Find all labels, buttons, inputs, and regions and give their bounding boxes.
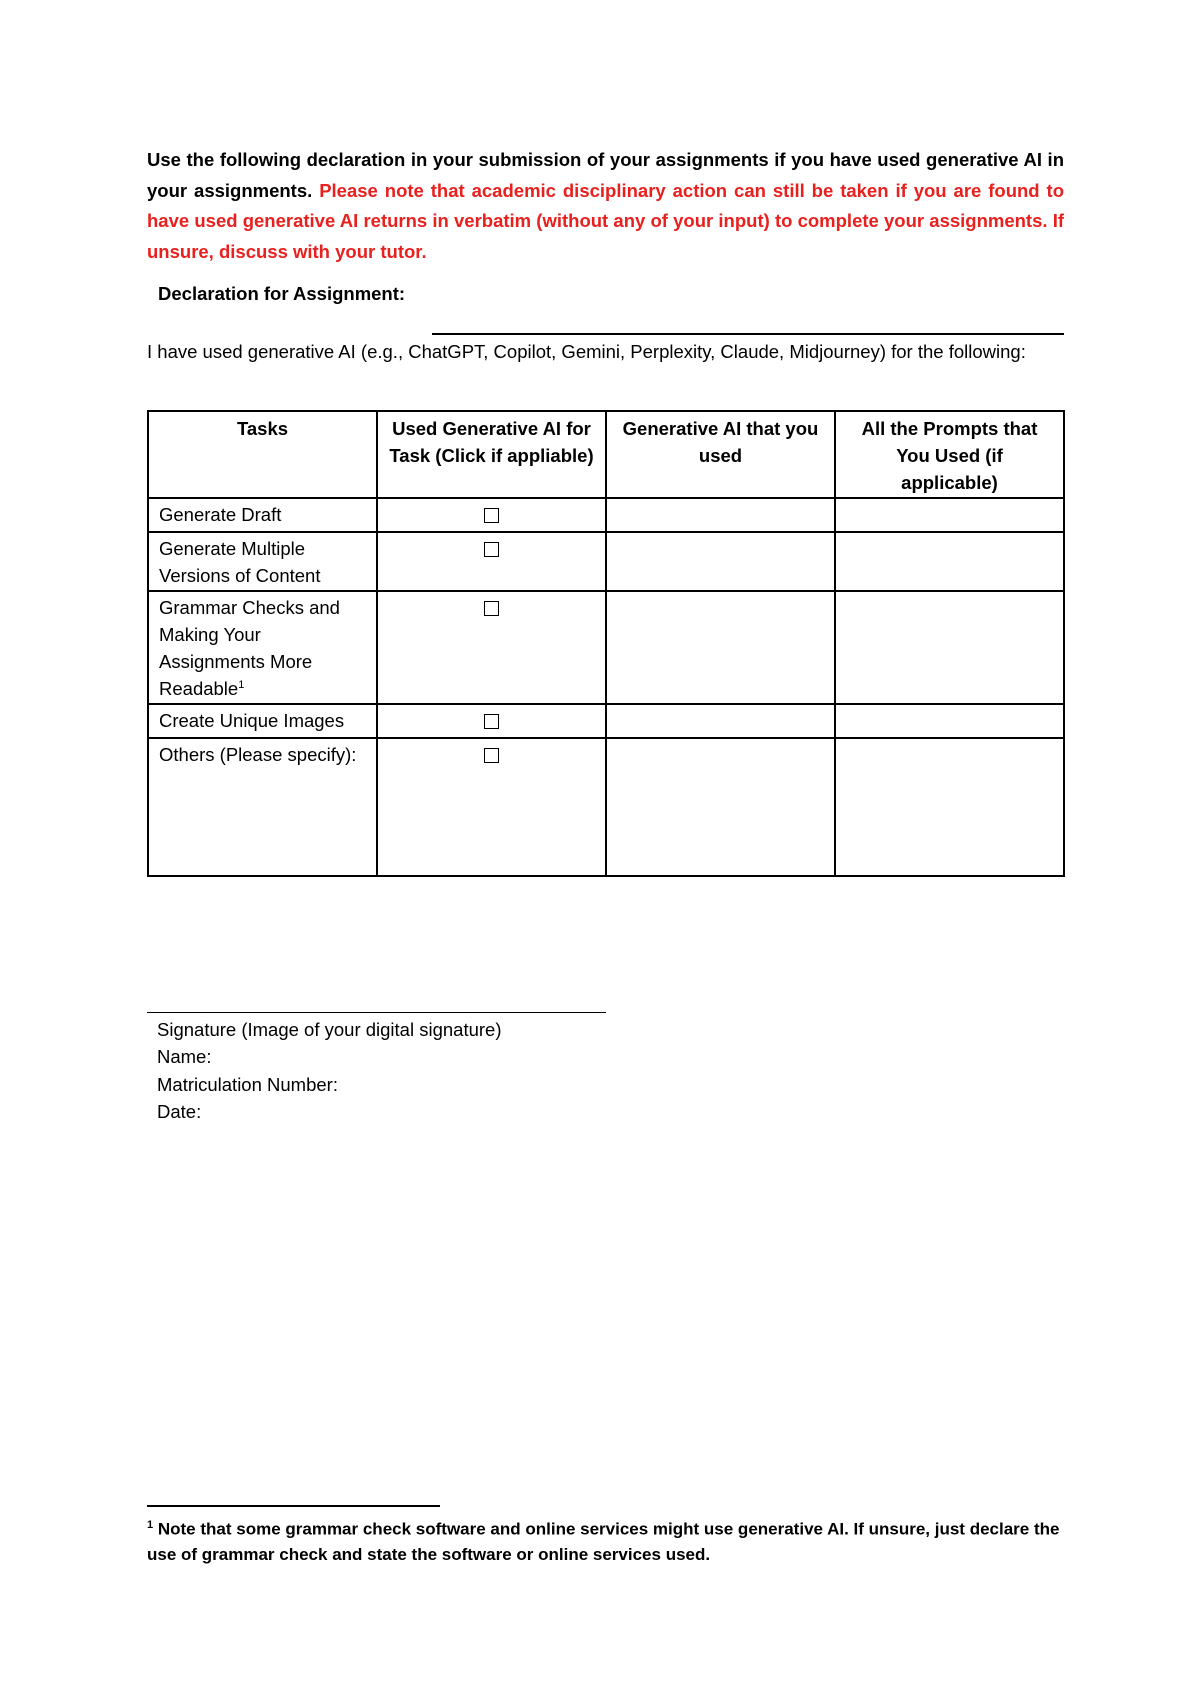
task-cell: Generate Multiple Versions of Content: [148, 532, 377, 591]
checkbox-cell: [377, 498, 606, 532]
task-checkbox[interactable]: [484, 714, 499, 729]
footnote-marker: 1: [147, 1519, 154, 1531]
footnote-text: Note that some grammar check software and online services might use generative AI. If unsure, just declare the use of grammar check and state the software or online services used.: [147, 1519, 1060, 1564]
task-checkbox[interactable]: [484, 748, 499, 763]
checkbox-cell: [377, 704, 606, 738]
matriculation-label: Matriculation Number:: [157, 1073, 338, 1095]
task-checkbox[interactable]: [484, 542, 499, 557]
table-row: [148, 591, 1064, 704]
header-ai-used: Generative AI that you used: [606, 411, 835, 498]
footnote-ref: 1: [238, 678, 245, 691]
declaration-title: Declaration for Assignment:: [158, 283, 406, 304]
table-row: [148, 498, 1064, 532]
table-row: [148, 704, 1064, 738]
table-row: [148, 738, 1064, 876]
prompts-cell[interactable]: [835, 704, 1064, 738]
task-checkbox[interactable]: [484, 508, 499, 523]
prompts-cell[interactable]: [835, 498, 1064, 532]
task-cell: Create Unique Images: [148, 704, 377, 738]
prompts-cell[interactable]: [835, 738, 1064, 876]
task-cell: [148, 591, 377, 704]
header-used-ai: Used Generative AI for Task (Click if appliable): [377, 411, 606, 498]
footnote: [147, 1513, 1067, 1567]
prompts-cell[interactable]: [835, 591, 1064, 704]
table-header-row: [148, 411, 1064, 498]
fill-in-line[interactable]: [432, 333, 1064, 335]
footnote-separator: [147, 1505, 440, 1507]
task-checkbox[interactable]: [484, 601, 499, 616]
ai-used-cell[interactable]: [606, 498, 835, 532]
task-cell: Others (Please specify):: [148, 738, 377, 876]
checkbox-cell: [377, 738, 606, 876]
date-label: Date:: [157, 1100, 202, 1122]
used-ai-statement: I have used generative AI (e.g., ChatGPT, Copilot, Gemini, Perplexity, Claude, Midjourney) for the following:: [147, 341, 1026, 362]
header-tasks: Tasks: [148, 411, 377, 498]
checkbox-cell: [377, 591, 606, 704]
ai-used-cell[interactable]: [606, 738, 835, 876]
warning-text: Please note that academic disciplinary action can still be taken if you are found to have used generative AI returns in verbatim (without any of your input) to complete your assignments. If unsure, discuss with your tutor.: [147, 179, 1064, 262]
ai-used-cell[interactable]: [606, 591, 835, 704]
task-label: Grammar Checks and Making Your Assignments More Readable: [159, 597, 340, 699]
signature-block: [157, 1016, 502, 1125]
ai-used-cell[interactable]: [606, 704, 835, 738]
table-row: [148, 532, 1064, 591]
checkbox-cell: [377, 532, 606, 591]
task-cell: Generate Draft: [148, 498, 377, 532]
ai-usage-table: [147, 410, 1065, 877]
ai-used-cell[interactable]: [606, 532, 835, 591]
intro-text: Use the following declaration in your submission of your assignments if you have used generative AI in your assignments.: [147, 149, 1064, 201]
header-prompts: All the Prompts that You Used (if applicable): [835, 411, 1064, 498]
signature-line[interactable]: [147, 1012, 606, 1013]
prompts-cell[interactable]: [835, 532, 1064, 591]
intro-paragraph: [147, 145, 1064, 267]
name-label: Name:: [157, 1046, 212, 1068]
signature-label: Signature (Image of your digital signature): [157, 1019, 502, 1040]
